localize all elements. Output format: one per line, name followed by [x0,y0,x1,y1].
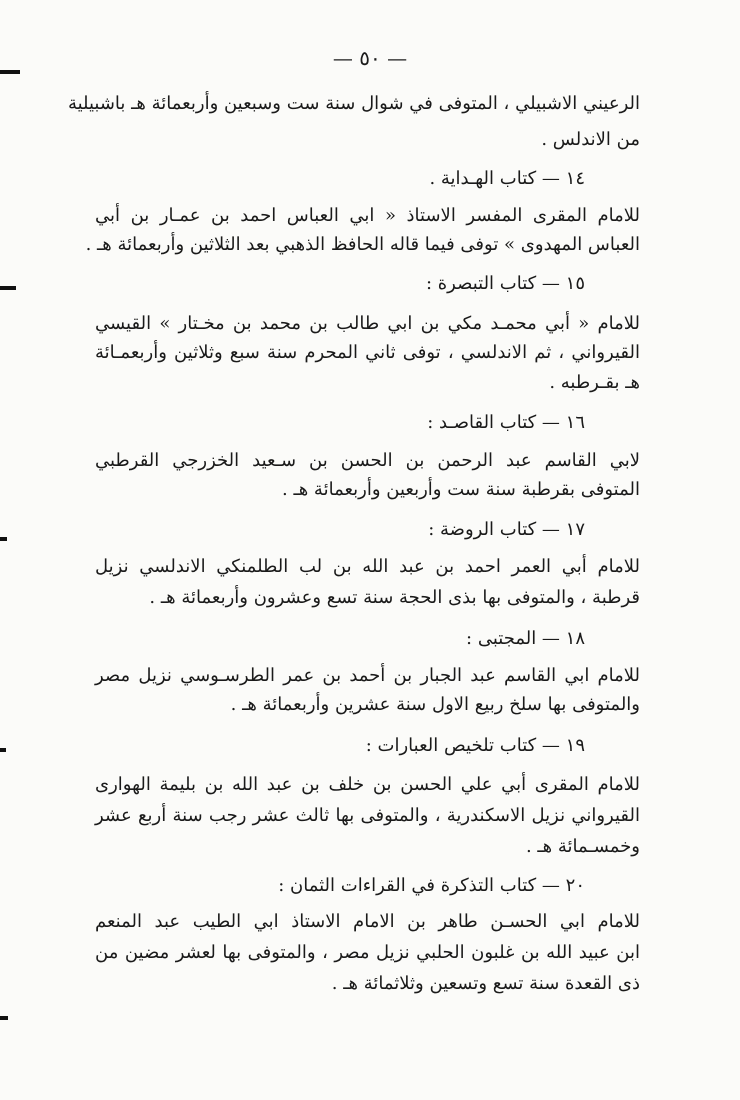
body-line: القيرواني نزيل الاسكندرية ، والمتوفى بها ثالث عشر رجب سنة أربع عشر [95,805,640,826]
body-line: من الاندلس . [541,129,640,150]
body-line: لابي القاسم عبد الرحمن بن الحسن بن سـعيد الخزرجي القرطبي [95,450,640,471]
body-line: المتوفى بقرطبة سنة ست وأربعين وأربعمائة هـ . [282,479,640,500]
body-line: العباس المهدوى » توفى فيما قاله الحافظ الذهبي بعد الثلاثين وأربعمائة هـ . [85,234,640,255]
left-edge-mark [0,70,20,74]
body-line: والمتوفى بها سلخ ربيع الاول سنة عشرين وأربعمائة هـ . [230,694,640,715]
body-line: للامام ابي القاسم عبد الجبار بن أحمد بن عمر الطرسـوسي نزيل مصر [95,665,640,686]
body-line: وخمسـمائة هـ . [525,836,640,857]
body-line: القيرواني ، ثم الاندلسي ، توفى ثاني المحرم سنة سبع وثلاثين وأربعمـائة [95,342,640,363]
page-number: — ٥٠ — [332,46,408,70]
entry-heading-17: ١٧ — كتاب الروضة : [428,519,585,540]
body-line: للامام المقرى أبي علي الحسن بن خلف بن عبد الله بن بليمة الهوارى [95,774,640,795]
body-line: للامام ابي الحسـن طاهر بن الامام الاستاذ ابي الطيب عبد المنعم [95,911,640,932]
left-edge-mark [0,537,7,541]
entry-heading-18: ١٨ — المجتبى : [466,628,585,649]
entry-heading-14: ١٤ — كتاب الهـداية . [429,168,585,189]
body-line: الرعيني الاشبيلي ، المتوفى في شوال سنة ست وسبعين وأربعمائة هـ باشبيلية [67,93,640,114]
body-line: للامام المقرى المفسر الاستاذ « ابي العباس احمد بن عمـار بن أبي [95,205,640,226]
body-line: ابن عبيد الله بن غلبون الحلبي نزيل مصر ، والمتوفى بها لعشر مضين من [95,942,640,963]
entry-heading-16: ١٦ — كتاب القاصـد : [427,412,585,433]
body-line: للامام أبي العمر احمد بن عبد الله بن لب الطلمنكي الاندلسي نزيل [95,556,640,577]
left-edge-mark [0,286,16,290]
entry-heading-20: ٢٠ — كتاب التذكرة في القراءات الثمان : [278,875,585,896]
left-edge-mark [0,1016,8,1020]
body-line: قرطبة ، والمتوفى بها بذى الحجة سنة تسع وعشرون وأربعمائة هـ . [149,587,640,608]
body-line: للامام « أبي محمـد مكي بن ابي طالب بن محمد بن مخـتار » القيسي [95,313,640,334]
body-line: هـ بقـرطبه . [549,372,640,393]
body-line: ذى القعدة سنة تسع وتسعين وثلاثمائة هـ . [331,973,640,994]
entry-heading-19: ١٩ — كتاب تلخيص العبارات : [365,735,585,756]
entry-heading-15: ١٥ — كتاب التبصرة : [425,273,585,294]
left-edge-mark [0,748,6,752]
